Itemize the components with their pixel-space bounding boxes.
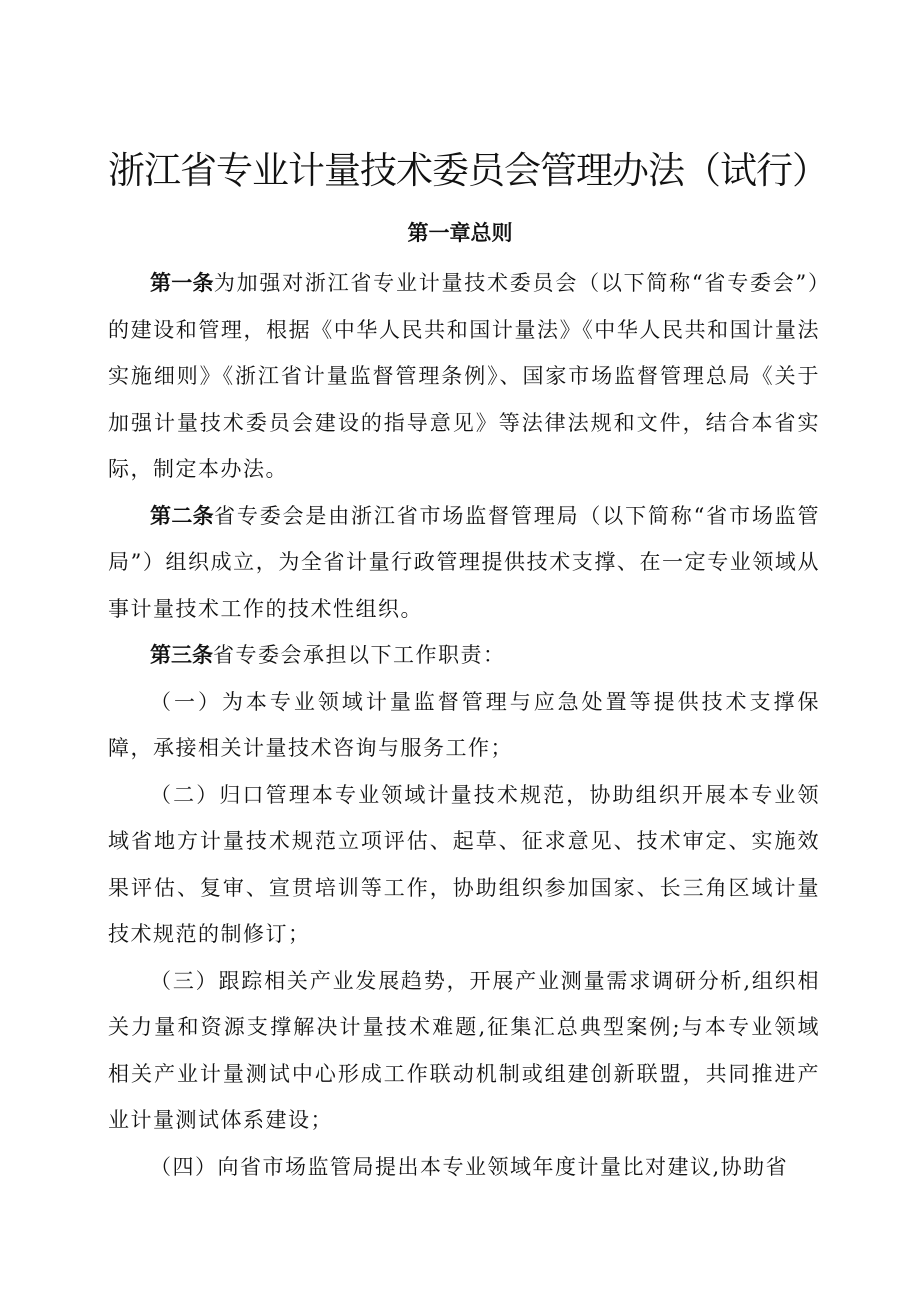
article-2 bbox=[108, 493, 820, 633]
article-number: 第一条 bbox=[150, 271, 214, 295]
list-item-3: （三）跟踪相关产业发展趋势，开展产业测量需求调研分析,组织相关力量和资源支撑解决计量技术难题,征集汇总典型案例;与本专业领域相关产业计量测试中心形成工作联动机制或组建创新联盟，共同推进产业计量测试体系建设； bbox=[108, 968, 820, 1132]
list-item-1: （一）为本专业领域计量监督管理与应急处置等提供技术支撑保障，承接相关计量技术咨询与服务工作； bbox=[108, 689, 820, 760]
article-text: 为加强对浙江省专业计量技术委员会（以下简称“省专委会”）的建设和管理，根据《中华人民共和国计量法》《中华人民共和国计量法实施细则》《浙江省计量监督管理条例》、国家市场监督管理总局《关于加强计量技术委员会建设的指导意见》等法律法规和文件，结合本省实际，制定本办法。 bbox=[108, 271, 820, 481]
article-text: 省专委会是由浙江省市场监督管理局（以下简称“省市场监管局”）组织成立，为全省计量行政管理提供技术支撑、在一定专业领域从事计量技术工作的技术性组织。 bbox=[108, 503, 821, 621]
list-item-4: （四）向省市场监管局提出本专业领域年度计量比对建议,协助省 bbox=[150, 1154, 789, 1179]
article-number: 第二条 bbox=[150, 503, 215, 528]
article-text: 省专委会承担以下工作职责： bbox=[213, 643, 506, 667]
document-title: 浙江省专业计量技术委员会管理办法（试行） bbox=[108, 149, 828, 192]
chapter-heading: 第一章总则 bbox=[407, 221, 513, 245]
article-number: 第三条 bbox=[150, 643, 213, 667]
document-body bbox=[108, 260, 820, 1190]
article-3 bbox=[108, 632, 820, 679]
article-1 bbox=[108, 260, 820, 493]
list-item-2: （二）归口管理本专业领域计量技术规范，协助组织开展本专业领域省地方计量技术规范立项评估、起草、征求意见、技术审定、实施效果评估、复审、宣贯培训等工作，协助组织参加国家、长三角区域计量技术规范的制修订； bbox=[108, 782, 820, 946]
